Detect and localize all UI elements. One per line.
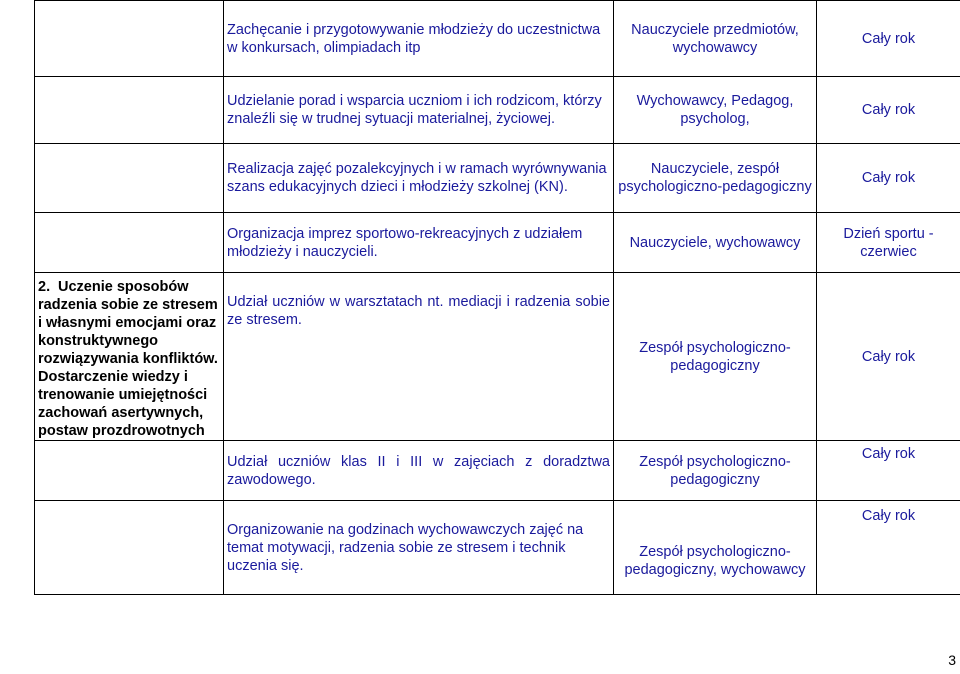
responsible-cell: Nauczyciele, wychowawcy xyxy=(614,213,817,273)
goal-number: 2. xyxy=(38,279,51,295)
goal-cell xyxy=(35,273,224,441)
table-row xyxy=(35,77,960,144)
table-row xyxy=(35,501,960,595)
deadline-cell: Cały rok xyxy=(817,1,960,77)
table-row xyxy=(35,273,960,441)
table-row xyxy=(35,213,960,273)
task-cell: Realizacja zajęć pozalekcyjnych i w ramach wyrównywania szans edukacyjnych dzieci i młodzieży szkolnej (KN). xyxy=(224,144,614,213)
deadline-cell: Cały rok xyxy=(817,77,960,144)
deadline-cell: Cały rok xyxy=(817,144,960,213)
responsible-cell: Wychowawcy, Pedagog, psycholog, xyxy=(614,77,817,144)
deadline-cell: Cały rok xyxy=(817,441,960,501)
responsible-cell: Nauczyciele, zespół psychologiczno-pedagogiczny xyxy=(614,144,817,213)
task-cell: Organizowanie na godzinach wychowawczych zajęć na temat motywacji, radzenia sobie ze stresem i technik uczenia się. xyxy=(224,501,614,595)
page-number: 3 xyxy=(948,652,956,668)
task-cell: Zachęcanie i przygotowywanie młodzieży do uczestnictwa w konkursach, olimpiadach itp xyxy=(224,1,614,77)
deadline-cell: Dzień sportu - czerwiec xyxy=(817,213,960,273)
goal-cell-empty xyxy=(35,213,224,273)
responsible-cell: Zespół psychologiczno-pedagogiczny xyxy=(614,441,817,501)
responsible-cell: Zespół psychologiczno-pedagogiczny, wychowawcy xyxy=(614,501,817,595)
deadline-cell: Cały rok xyxy=(817,501,960,595)
table-row xyxy=(35,144,960,213)
table-row xyxy=(35,1,960,77)
responsible-cell: Zespół psychologiczno-pedagogiczny xyxy=(614,273,817,441)
activities-table xyxy=(34,0,960,595)
task-cell: Udział uczniów w warsztatach nt. mediacji i radzenia sobie ze stresem. xyxy=(224,273,614,441)
task-cell: Udział uczniów klas II i III w zajęciach z doradztwa zawodowego. xyxy=(224,441,614,501)
goal-cell-empty xyxy=(35,144,224,213)
responsible-cell: Nauczyciele przedmiotów, wychowawcy xyxy=(614,1,817,77)
goal-cell-empty xyxy=(35,1,224,77)
deadline-cell: Cały rok xyxy=(817,273,960,441)
table-row xyxy=(35,441,960,501)
goal-cell-empty xyxy=(35,441,224,501)
goal-cell-empty xyxy=(35,77,224,144)
task-cell: Udzielanie porad i wsparcia uczniom i ich rodzicom, którzy znaleźli się w trudnej sytuacji materialnej, życiowej. xyxy=(224,77,614,144)
goal-text: Uczenie sposobów radzenia sobie ze stresem i własnymi emocjami oraz konstruktywnego rozwiązywania konfliktów. Dostarczenie wiedzy i trenowanie umiejętności zachowań asertywnych, postaw prozdrowotnych xyxy=(38,279,218,439)
goal-cell-empty xyxy=(35,501,224,595)
task-cell: Organizacja imprez sportowo-rekreacyjnych z udziałem młodzieży i nauczycieli. xyxy=(224,213,614,273)
